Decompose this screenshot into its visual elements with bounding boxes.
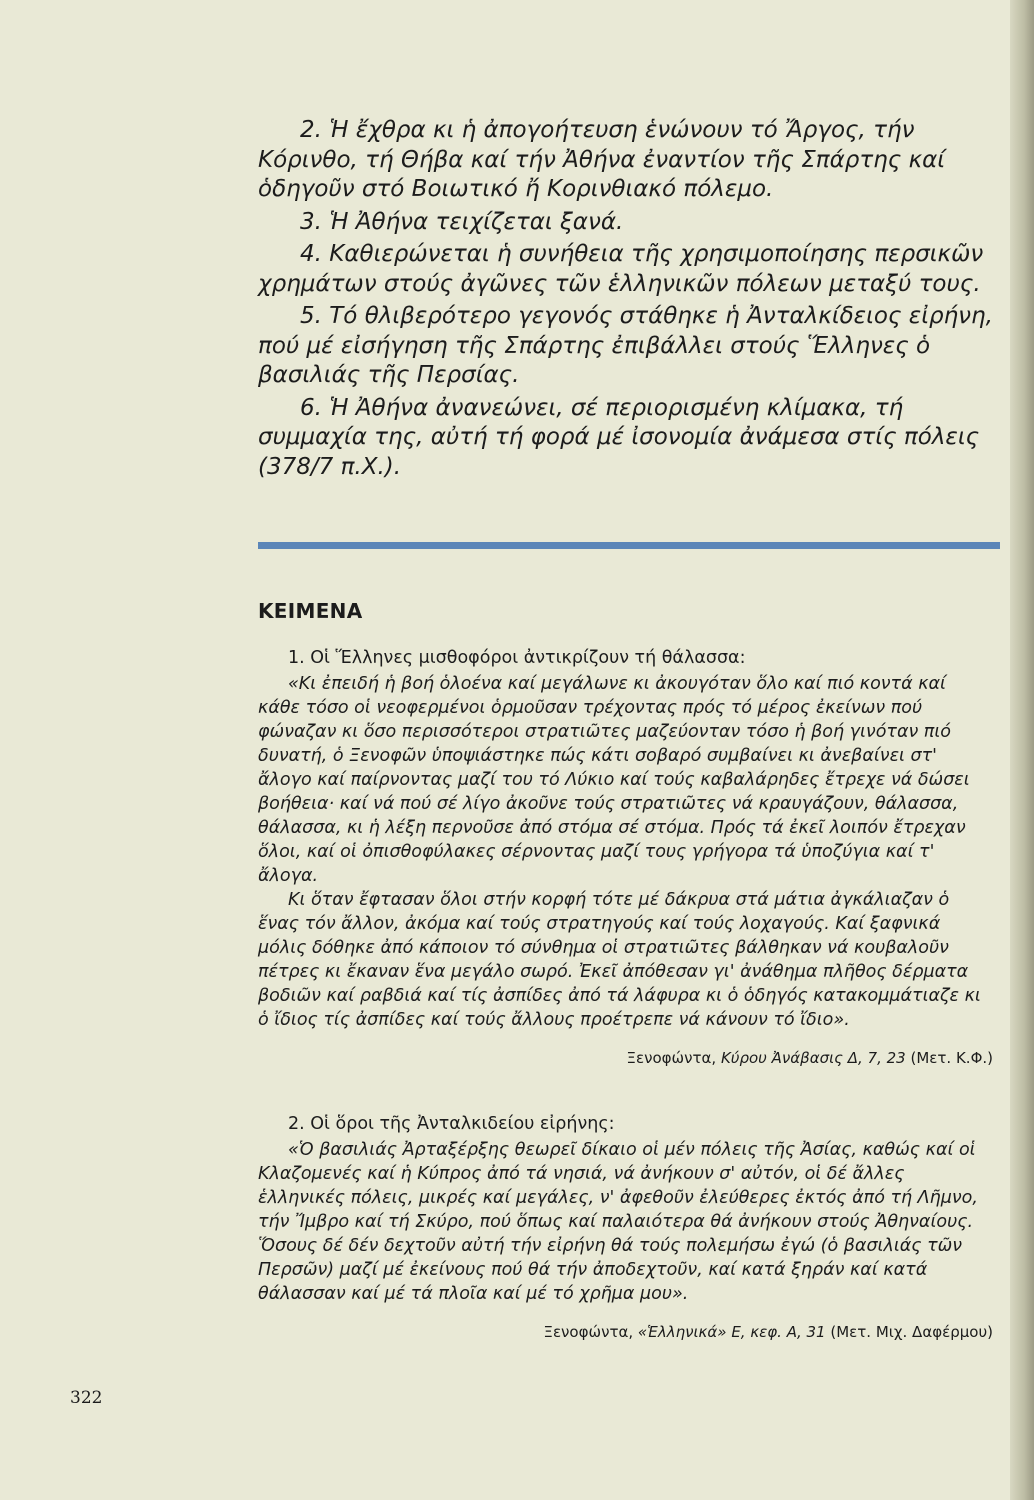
summary-item: 5. Τό θλιβερότερο γεγονός στάθηκε ἡ Ἀνταλκίδειος εἰρήνη, πού μέ εἰσήγηση τῆς Σπάρτης ἐπιβάλλει στούς Ἕλληνες ὁ βασιλιάς τῆς Περσίας.	[258, 303, 993, 388]
source-text-paragraph: «Κι ἐπειδή ἡ βοή ὁλοένα καί μεγάλωνε κι ἀκουγόταν ὅλο καί πιό κοντά καί κάθε τόσο οἱ νεοφερμένοι ὁρμοῦσαν τρέχοντας πρός τό μέρος ἐκείνων πού φώναζαν κι ὅσο περισσότεροι στρατιῶτες μαζεύονταν τόσο ἡ βοή γινόταν πιό δυνατή, ὁ Ξενοφῶν ὑποψιάστηκε πώς κάτι σοβαρό συμβαίνει κι ἀνεβαίνει στ' ἄλογο καί παίρνοντας μαζί του τό Λύκιο καί τούς καβαλάρηδες ἔτρεχε νά δώσει βοήθεια· καί νά πού σέ λίγο ἀκοῦνε τούς στρατιῶτες νά κραυγάζουν, θάλασσα, θάλασσα, κι ἡ λέξη περνοῦσε ἀπό στόμα σέ στόμα. Πρός τά ἐκεῖ λοιπόν ἔτρεχαν ὅλοι, καί οἱ ὀπισθοφύλακες σέρνοντας μαζί τους γρήγορα τά ὑποζύγια καί τ' ἄλογα.	[258, 674, 970, 886]
summary-item: 2. Ἡ ἔχθρα κι ἡ ἀπογοήτευση ἑνώνουν τό Ἄργος, τήν Κόρινθο, τή Θήβα καί τήν Ἀθήνα ἐναντίον τῆς Σπάρτης καί ὁδηγοῦν στό Βοιωτικό ἤ Κορινθιακό πόλεμο.	[258, 117, 946, 202]
source-texts	[258, 646, 993, 1344]
citation-work: «Ἑλληνικά» Ε, κεφ. Α, 31	[637, 1323, 826, 1341]
summary-list	[258, 116, 1003, 485]
summary-item: 4. Καθιερώνεται ἡ συνήθεια τῆς χρησιμοποίησης περσικῶν χρημάτων στούς ἀγῶνες τῶν ἑλληνικῶν πόλεων μεταξύ τους.	[258, 241, 984, 297]
citation-translator: (Μετ. Μιχ. Δαφέρμου)	[830, 1323, 993, 1341]
source-text-paragraph: Κι ὅταν ἔφτασαν ὅλοι στήν κορφή τότε μέ δάκρυα στά μάτια ἀγκάλιαζαν ὁ ἕνας τόν ἄλλον, ἀκόμα καί τούς στρατηγούς καί τούς λοχαγούς. Καί ξαφνικά μόλις δόθηκε ἀπό κάποιον τό σύνθημα οἱ στρατιῶτες βάλθηκαν νά κουβαλοῦν πέτρες κι ἔκαναν ἕνα μεγάλο σωρό. Ἐκεῖ ἀπόθεσαν γι' ἀνάθημα πλῆθος δέρματα βοδιῶν καί ραβδιά καί τίς ἀσπίδες ἀπό τά λάφυρα κι ὁ ὁδηγός κατακομμάτιαζε κι ὁ ἴδιος τίς ἀσπίδες καί τούς ἄλλους προέτρεπε νά κάνουν τό ἴδιο».	[258, 890, 981, 1030]
summary-item: 6. Ἡ Ἀθήνα ἀνανεώνει, σέ περιορισμένη κλίμακα, τή συμμαχία της, αὐτή τή φορά μέ ἰσονομία ἀνάμεσα στίς πόλεις (378/7 π.Χ.).	[258, 394, 980, 480]
source-text-2	[258, 1112, 993, 1344]
summary-item: 3. Ἡ Ἀθήνα τειχίζεται ξανά.	[300, 208, 624, 235]
section-heading: ΚΕΙΜΕΝΑ	[258, 599, 363, 623]
citation-author: Ξενοφώντα,	[626, 1049, 717, 1067]
source-text-1	[258, 646, 993, 1070]
page-number: 322	[70, 1388, 103, 1408]
citation-translator: (Μετ. Κ.Φ.)	[910, 1049, 993, 1067]
citation	[258, 1320, 993, 1344]
source-text-title: 2. Οἱ ὅροι τῆς Ἀνταλκιδείου εἰρήνης:	[288, 1114, 615, 1134]
page-edge	[1010, 0, 1034, 1500]
section-divider	[258, 542, 1000, 549]
citation	[258, 1046, 993, 1070]
source-text-title: 1. Οἱ Ἕλληνες μισθοφόροι ἀντικρίζουν τή θάλασσα:	[288, 648, 746, 668]
citation-author: Ξενοφώντα,	[543, 1323, 634, 1341]
source-text-paragraph: «Ὁ βασιλιάς Ἀρταξέρξης θεωρεῖ δίκαιο οἱ μέν πόλεις τῆς Ἀσίας, καθώς καί οἱ Κλαζομενές καί ἡ Κύπρος ἀπό τά νησιά, νά ἀνήκουν σ' αὐτόν, οἱ δέ ἄλλες ἑλληνικές πόλεις, μικρές καί μεγάλες, ν' ἀφεθοῦν ἐλεύθερες ἐκτός ἀπό τή Λῆμνο, τήν Ἴμβρο καί τή Σκύρο, πού ὅπως καί παλαιότερα θά ἀνήκουν στούς Ἀθηναίους. Ὅσους δέ δέν δεχτοῦν αὐτή τήν εἰρήνη θά τούς πολεμήσω ἐγώ (ὁ βασιλιάς τῶν Περσῶν) μαζί μέ ἐκείνους πού θά τήν ἀποδεχτοῦν, καί κατά ξηράν καί κατά θάλασσαν καί μέ τά πλοῖα καί μέ τό χρῆμα μου».	[258, 1140, 978, 1304]
citation-work: Κύρου Ἀνάβασις Δ, 7, 23	[720, 1049, 906, 1067]
